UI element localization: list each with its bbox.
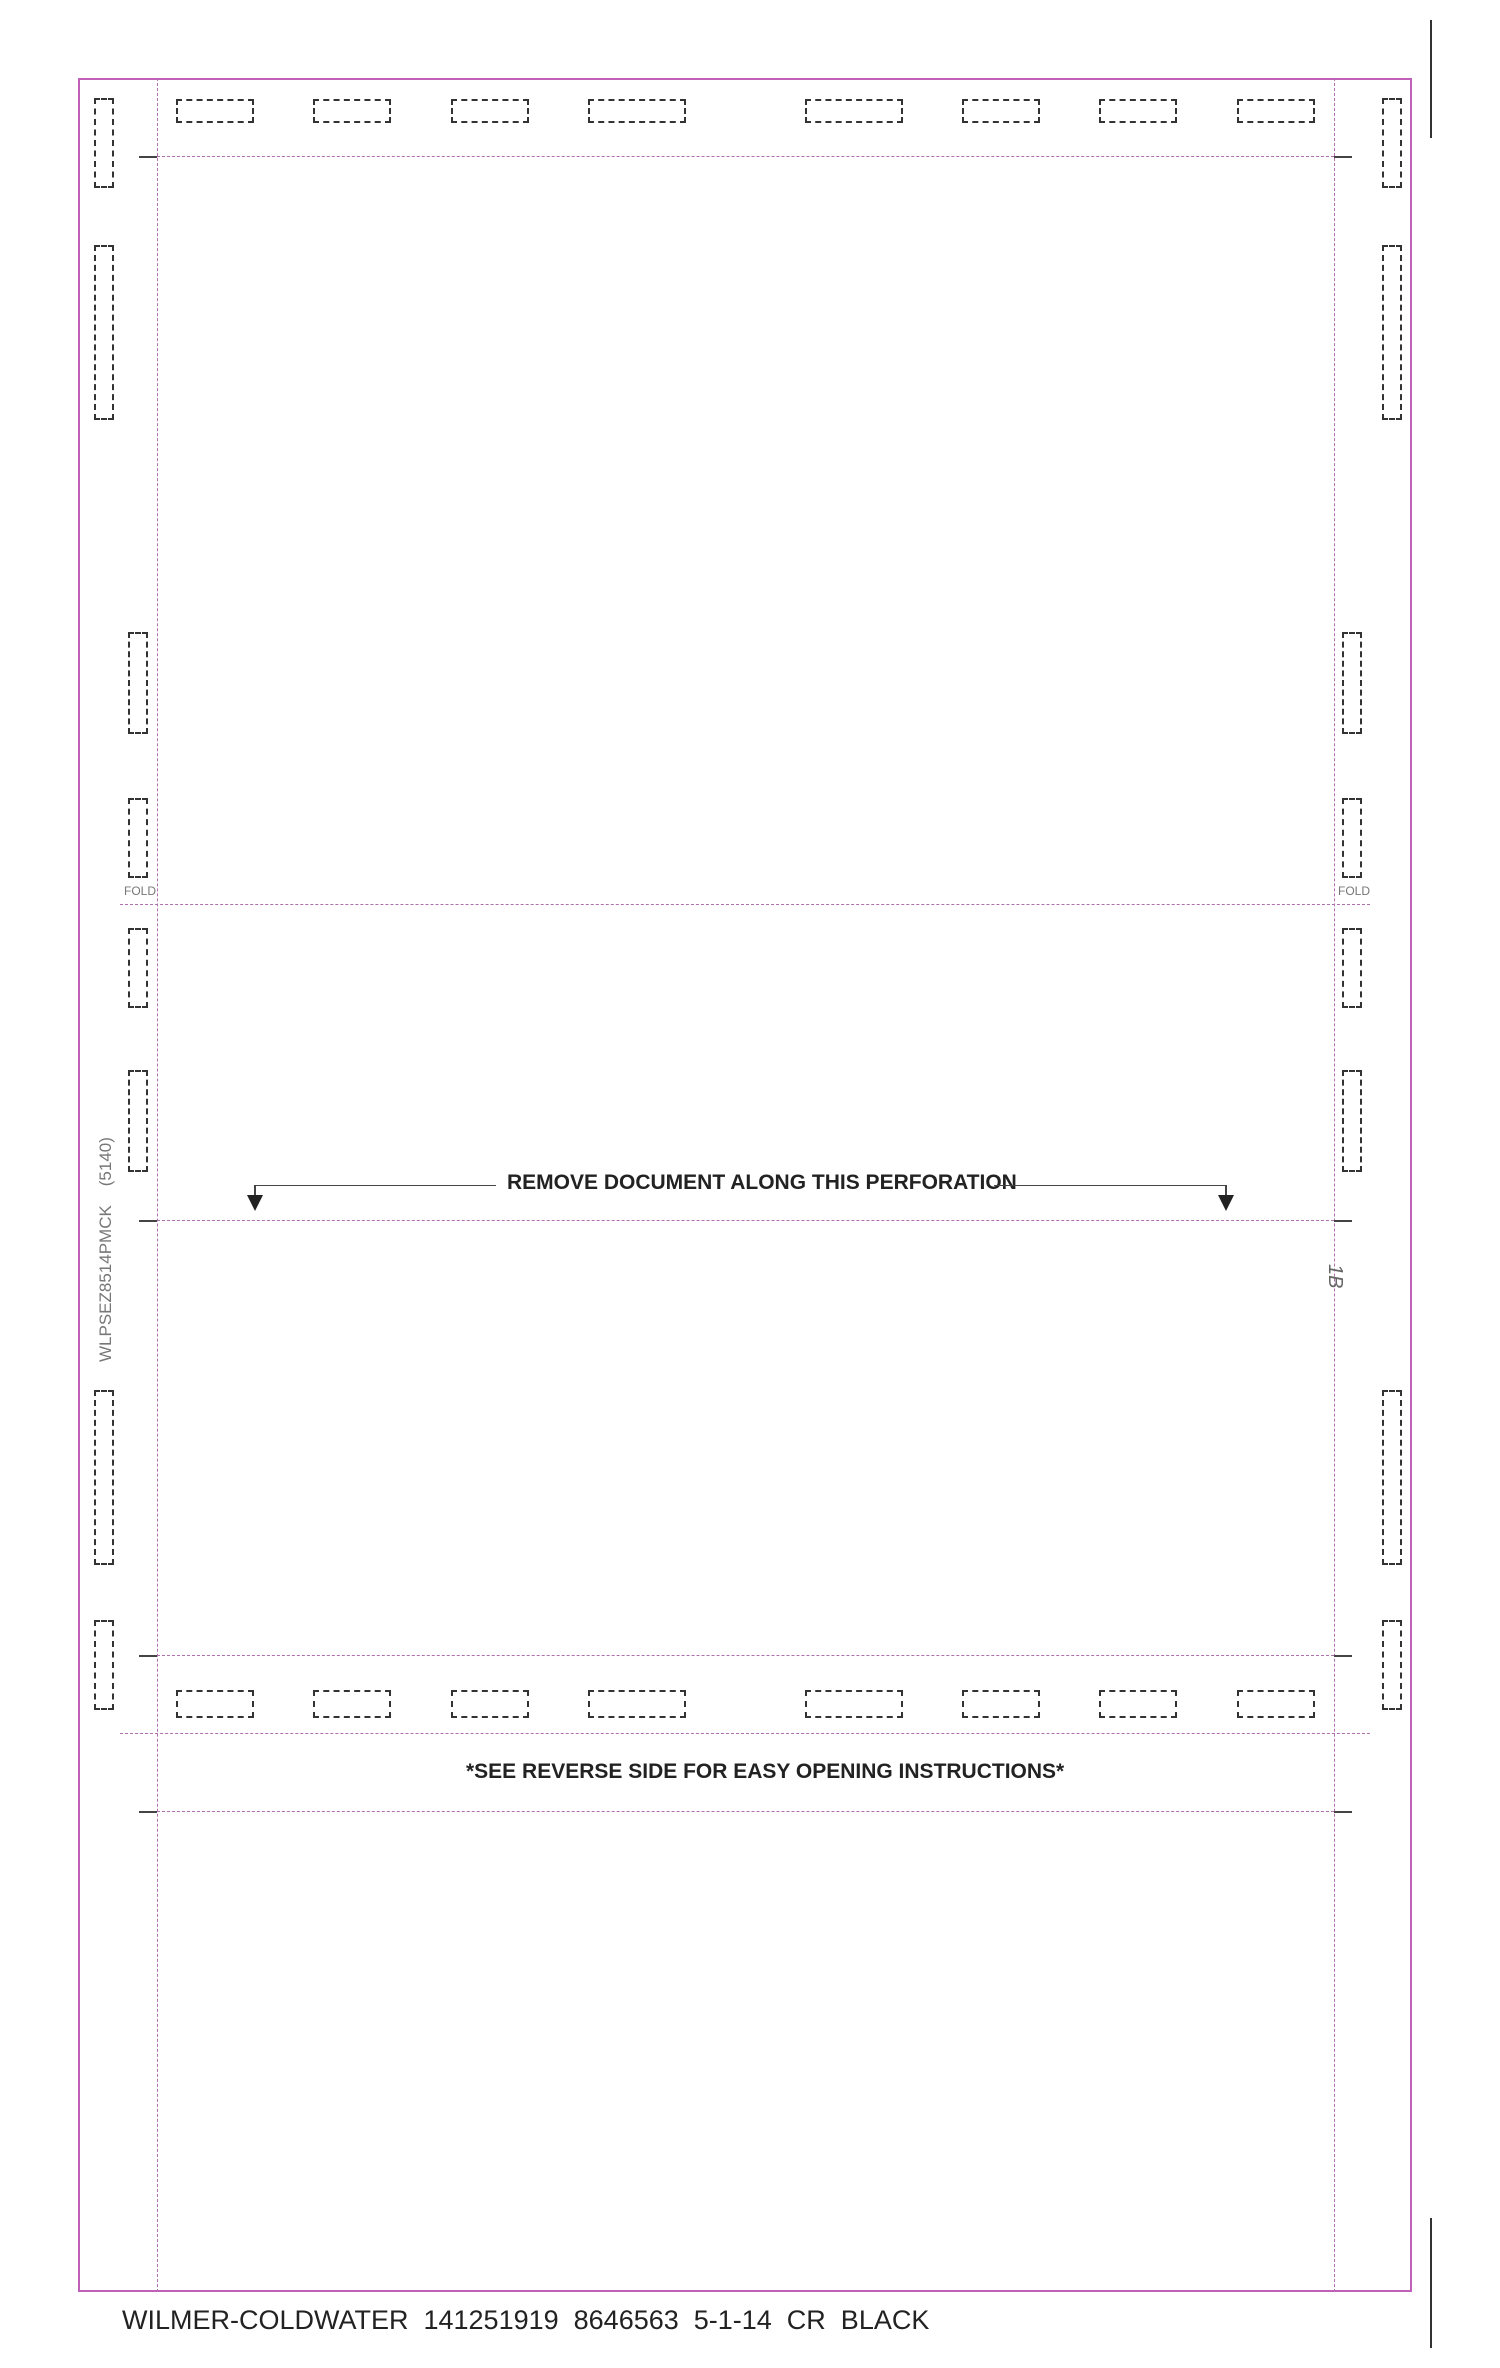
arrow-down-icon — [1218, 1195, 1234, 1211]
left-edge-hole — [94, 245, 114, 420]
left-inner-hole — [128, 798, 148, 878]
crop-mark-bottom-right — [1430, 2218, 1432, 2348]
perf-tick-left — [139, 1220, 157, 1222]
top-hole — [176, 99, 254, 123]
right-inner-hole — [1342, 798, 1362, 878]
fold-label-left: FOLD — [124, 884, 157, 898]
arrow-down-icon — [247, 1195, 263, 1211]
right-edge-hole — [1382, 1390, 1402, 1565]
top-strip-line — [157, 156, 1334, 157]
part-label: 1B — [1324, 1264, 1346, 1289]
strip-tick-left-1 — [139, 1655, 157, 1657]
bottom-hole — [176, 1690, 254, 1718]
bottom-strip-line-low — [157, 1811, 1334, 1812]
arrow-line-left — [254, 1185, 496, 1186]
crop-mark-top-right — [1430, 20, 1432, 138]
bottom-hole — [1099, 1690, 1177, 1718]
bottom-hole — [962, 1690, 1040, 1718]
bottom-hole — [313, 1690, 391, 1718]
top-hole — [805, 99, 903, 123]
top-hole — [1099, 99, 1177, 123]
left-tractor-guide — [157, 78, 158, 2292]
perforation-line — [157, 1220, 1334, 1221]
left-edge-hole — [94, 1620, 114, 1710]
bottom-hole — [1237, 1690, 1315, 1718]
left-inner-hole — [128, 928, 148, 1008]
bottom-hole — [451, 1690, 529, 1718]
right-edge-hole — [1382, 98, 1402, 188]
strip-tick-left-2 — [139, 1811, 157, 1813]
strip-tick-right-2 — [1334, 1811, 1352, 1813]
right-inner-hole — [1342, 1070, 1362, 1172]
top-hole — [451, 99, 529, 123]
top-hole — [1237, 99, 1315, 123]
bottom-hole — [805, 1690, 903, 1718]
right-inner-hole — [1342, 632, 1362, 734]
bottom-hole — [588, 1690, 686, 1718]
perf-tick-right — [1334, 1220, 1352, 1222]
bottom-strip-line-mid — [120, 1733, 1370, 1734]
top-hole — [588, 99, 686, 123]
form-code — [96, 1137, 116, 1362]
fold-label-right: FOLD — [1338, 884, 1371, 898]
right-tractor-guide — [1334, 78, 1335, 2292]
top-hole — [962, 99, 1040, 123]
reverse-side-instruction: *SEE REVERSE SIDE FOR EASY OPENING INSTRUCTIONS* — [466, 1760, 1065, 1783]
fold-line — [120, 904, 1370, 905]
arrow-line-right — [994, 1185, 1226, 1186]
top-hole — [313, 99, 391, 123]
bottom-strip-line-top — [157, 1655, 1334, 1656]
left-inner-hole — [128, 632, 148, 734]
right-edge-hole — [1382, 1620, 1402, 1710]
left-edge-hole — [94, 1390, 114, 1565]
left-edge-hole — [94, 98, 114, 188]
top-tick-left — [139, 156, 157, 158]
printer-footer: WILMER-COLDWATER 141251919 8646563 5-1-14 CR BLACK — [122, 2305, 930, 2335]
top-tick-right — [1334, 156, 1352, 158]
perforation-instruction: REMOVE DOCUMENT ALONG THIS PERFORATION — [507, 1171, 1017, 1194]
right-inner-hole — [1342, 928, 1362, 1008]
form-code-suffix: (5140) — [96, 1137, 115, 1187]
left-inner-hole — [128, 1070, 148, 1172]
right-edge-hole — [1382, 245, 1402, 420]
strip-tick-right-1 — [1334, 1655, 1352, 1657]
form-code-text: WLPSEZ8514PMCK — [96, 1205, 115, 1362]
